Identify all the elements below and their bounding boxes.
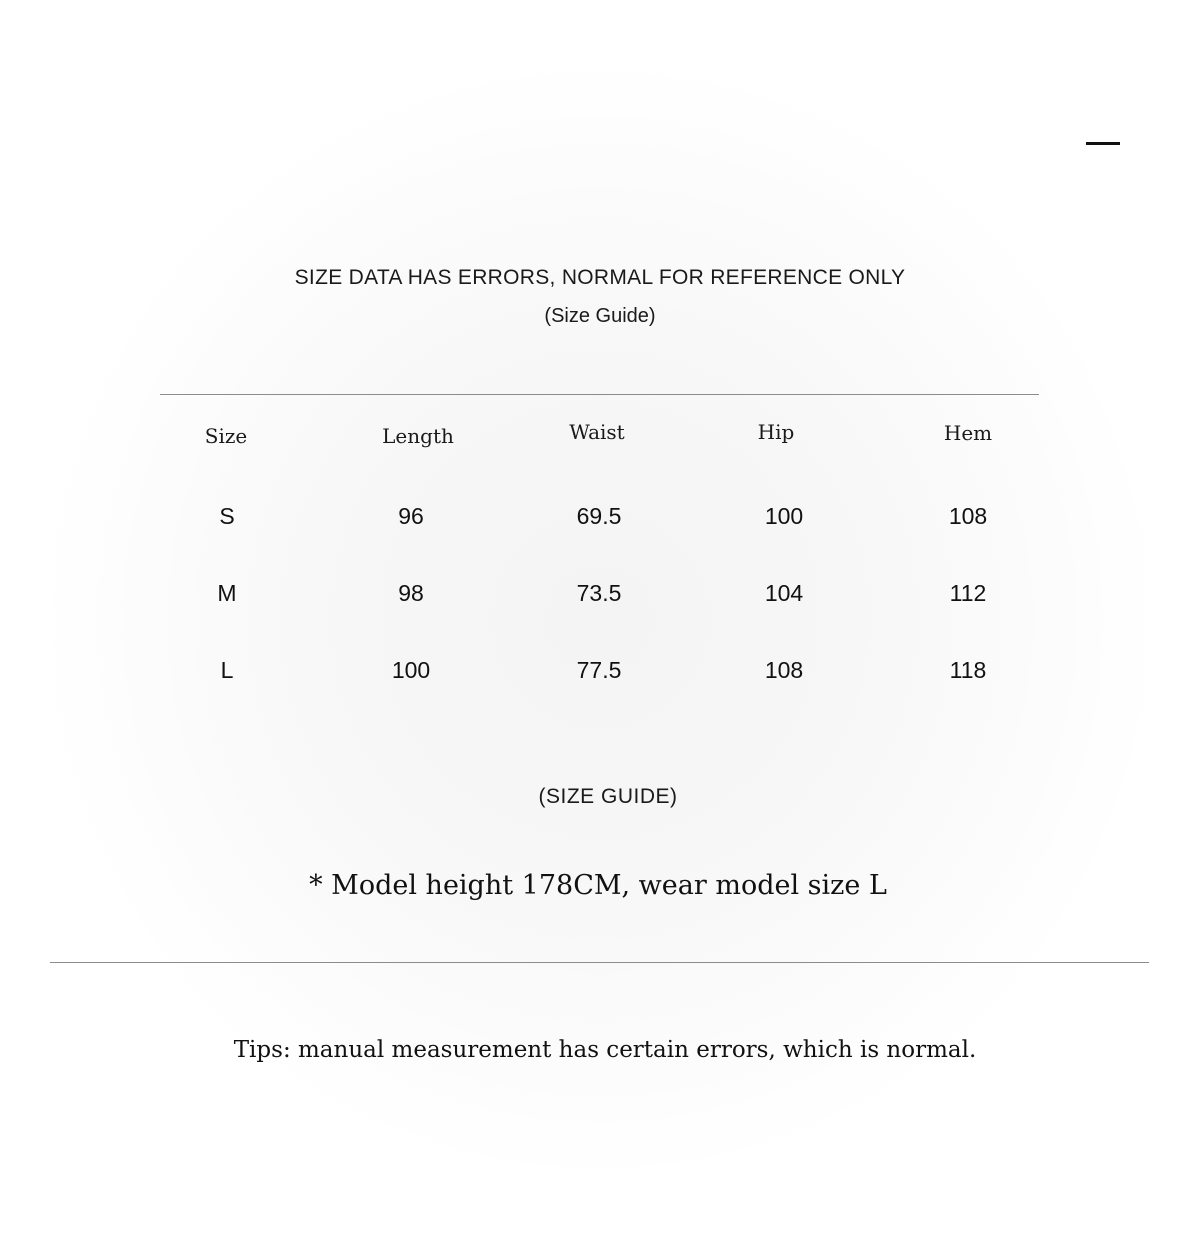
table-cell: 118 bbox=[949, 657, 987, 683]
table-cell: 104 bbox=[764, 580, 804, 606]
table-cell: 108 bbox=[764, 657, 804, 683]
header-length: Length bbox=[382, 424, 454, 448]
notice-title: SIZE DATA HAS ERRORS, NORMAL FOR REFERENCE ONLY bbox=[294, 266, 906, 289]
table-cell: 77.5 bbox=[576, 657, 622, 683]
table-cell: 73.5 bbox=[576, 580, 622, 606]
header-size: Size bbox=[204, 424, 248, 448]
table-cell: 112 bbox=[949, 580, 987, 606]
table-cell: M bbox=[217, 580, 237, 606]
table-cell: S bbox=[219, 503, 235, 529]
table-cell: 108 bbox=[948, 503, 988, 529]
table-cell: 100 bbox=[391, 657, 431, 683]
table-cell: 98 bbox=[398, 580, 424, 606]
table-cell: 100 bbox=[764, 503, 804, 529]
table-cell: L bbox=[220, 657, 234, 683]
header-waist: Waist bbox=[569, 420, 625, 444]
header-hem: Hem bbox=[943, 421, 993, 445]
model-note: * Model height 178CM, wear model size L bbox=[309, 870, 887, 901]
table-cell: 69.5 bbox=[576, 503, 622, 529]
notice-subtitle: (Size Guide) bbox=[544, 305, 656, 327]
section-divider bbox=[50, 962, 1149, 963]
size-guide-caption: (SIZE GUIDE) bbox=[538, 785, 678, 808]
table-top-rule bbox=[160, 394, 1039, 395]
tips-text: Tips: manual measurement has certain errors, which is normal. bbox=[233, 1037, 977, 1063]
minimize-dash-icon bbox=[1086, 142, 1120, 145]
table-cell: 96 bbox=[398, 503, 424, 529]
header-hip: Hip bbox=[757, 420, 795, 444]
